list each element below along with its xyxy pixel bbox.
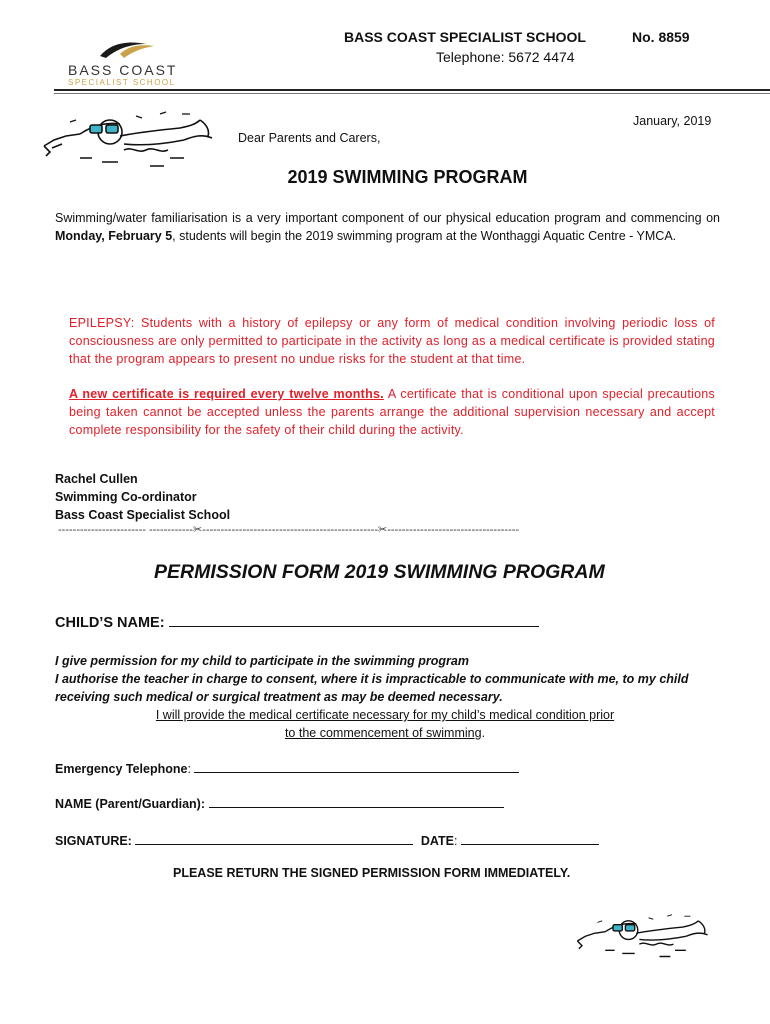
- parent-name-row: [55, 795, 504, 811]
- letter-date: January, 2019: [633, 114, 712, 128]
- logo-text-main: BASS COAST: [68, 62, 178, 78]
- child-name-row: [55, 614, 539, 631]
- certificate-commitment-line1: I will provide the medical certificate necessary for my child’s medical condition prior: [155, 708, 615, 722]
- signoff-school: Bass Coast Specialist School: [55, 508, 231, 522]
- emergency-telephone-field[interactable]: [194, 760, 519, 773]
- signature-field[interactable]: [135, 832, 413, 845]
- certificate-commitment: [0, 706, 770, 742]
- child-name-label: CHILD’S NAME:: [55, 615, 165, 631]
- permission-statement: [55, 652, 720, 706]
- letter-title: 2019 SWIMMING PROGRAM: [287, 167, 528, 187]
- authorisation-line: I authorise the teacher in charge to consent, where it is impracticable to communicate with me, to my child receiving such medical or surgical treatment as may be deemed necessary.: [55, 672, 689, 704]
- school-name: BASS COAST SPECIALIST SCHOOL: [344, 29, 586, 45]
- school-telephone: Telephone: 5672 4474: [436, 49, 575, 65]
- signoff-block: [55, 470, 230, 524]
- school-number: No. 8859: [632, 29, 690, 45]
- emergency-telephone-row: [55, 760, 519, 776]
- logo-text-sub: SPECIALIST SCHOOL: [68, 78, 176, 87]
- scissors-icon: ✂: [192, 524, 203, 536]
- emergency-telephone-label: Emergency Telephone: [55, 762, 188, 776]
- epilepsy-paragraph: EPILEPSY: Students with a history of epilepsy or any form of medical condition involving periodic loss of consciousness are only permitted to participate in the activity as long as a medical certificate is provided stating that the program appears to present no undue risks for the student at that time.: [69, 316, 715, 366]
- parent-name-field[interactable]: [209, 795, 504, 808]
- certificate-commitment-line2: to the commencement of swimming: [284, 726, 482, 740]
- certificate-paragraph: [69, 385, 715, 439]
- intro-text-1: Swimming/water familiarisation is a very important component of our physical education program and commencing on: [55, 211, 720, 225]
- certificate-commitment-line2-wrap: [0, 724, 770, 742]
- date-label: DATE: [420, 834, 454, 848]
- date-field[interactable]: [461, 832, 599, 845]
- certificate-conditions: A certificate that is conditional upon special precautions being taken cannot be accepted unless the parents arrange the additional supervision necessary and accept complete responsibility for the safety of their child during the activity.: [69, 387, 715, 437]
- signature-row: [55, 832, 599, 848]
- form-title: PERMISSION FORM 2019 SWIMMING PROGRAM: [154, 561, 605, 583]
- header-rule-thin: [54, 93, 770, 94]
- letter-salutation: Dear Parents and Carers,: [238, 131, 381, 145]
- cut-line-segment: ------------------------------------: [387, 524, 520, 536]
- certificate-commitment-end: .: [481, 726, 486, 740]
- header-rule: [54, 89, 770, 91]
- intro-paragraph: [55, 209, 720, 245]
- signature-label: SIGNATURE:: [55, 834, 132, 848]
- intro-date: Monday, February 5: [55, 229, 173, 243]
- certificate-requirement: A new certificate is required every twelve months.: [69, 387, 384, 401]
- signoff-role: Swimming Co-ordinator: [55, 490, 197, 504]
- signoff-name: Rachel Cullen: [55, 472, 138, 486]
- bird-logo-icon: [62, 34, 182, 64]
- swimmer-icon: [574, 910, 714, 972]
- scissors-icon: ✂: [377, 524, 388, 536]
- parent-name-label: NAME (Parent/Guardian):: [55, 797, 206, 811]
- cut-line-segment: ------------------------------------------------: [202, 524, 378, 536]
- emergency-telephone-colon: :: [187, 762, 191, 776]
- date-colon: :: [453, 834, 458, 848]
- cut-line: [58, 523, 519, 536]
- intro-text-2: , students will begin the 2019 swimming program at the Wonthaggi Aquatic Centre - YMCA.: [172, 229, 677, 243]
- cut-line-segment: ------------------------ ------------: [58, 524, 193, 536]
- school-logo: [62, 34, 182, 86]
- return-note: PLEASE RETURN THE SIGNED PERMISSION FORM IMMEDIATELY.: [173, 866, 571, 880]
- child-name-field[interactable]: [169, 614, 539, 627]
- permission-line: I give permission for my child to participate in the swimming program: [55, 654, 469, 668]
